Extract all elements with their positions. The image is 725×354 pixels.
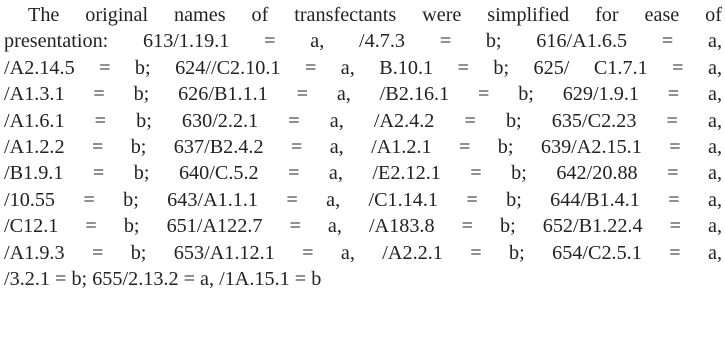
paragraph-line: /A2.14.5 = b; 624//C2.10.1 = a, B.10.1 = b; 625/ C1.7.1 = a, [4, 56, 722, 79]
paragraph-line: /10.55 = b; 643/A1.1.1 = a, /C1.14.1 = b; 644/B1.4.1 = a, [4, 188, 722, 211]
paragraph-line: /C12.1 = b; 651/A122.7 = a, /A183.8 = b; 652/B1.22.4 = a, [4, 215, 722, 238]
paragraph-line: /A1.9.3 = b; 653/A1.12.1 = a, /A2.2.1 = b; 654/C2.5.1 = a, [4, 241, 722, 264]
document-paragraph [4, 2, 722, 292]
paragraph-line: /A1.2.2 = b; 637/B2.4.2 = a, /A1.2.1 = b; 639/A2.15.1 = a, [4, 135, 722, 158]
paragraph-line: The original names of transfectants were simplified for ease of [28, 4, 722, 26]
paragraph-line: /B1.9.1 = b; 640/C.5.2 = a, /E2.12.1 = b; 642/20.88 = a, [4, 162, 722, 185]
paragraph-line: /A1.6.1 = b; 630/2.2.1 = a, /A2.4.2 = b; 635/C2.23 = a, [4, 109, 722, 132]
paragraph-line: /A1.3.1 = b; 626/B1.1.1 = a, /B2.16.1 = b; 629/1.9.1 = a, [4, 83, 722, 106]
paragraph-line: presentation: 613/1.19.1 = a, /4.7.3 = b; 616/A1.6.5 = a, [4, 30, 722, 53]
paragraph-line: /3.2.1 = b; 655/2.13.2 = a, /1A.15.1 = b [4, 267, 322, 290]
